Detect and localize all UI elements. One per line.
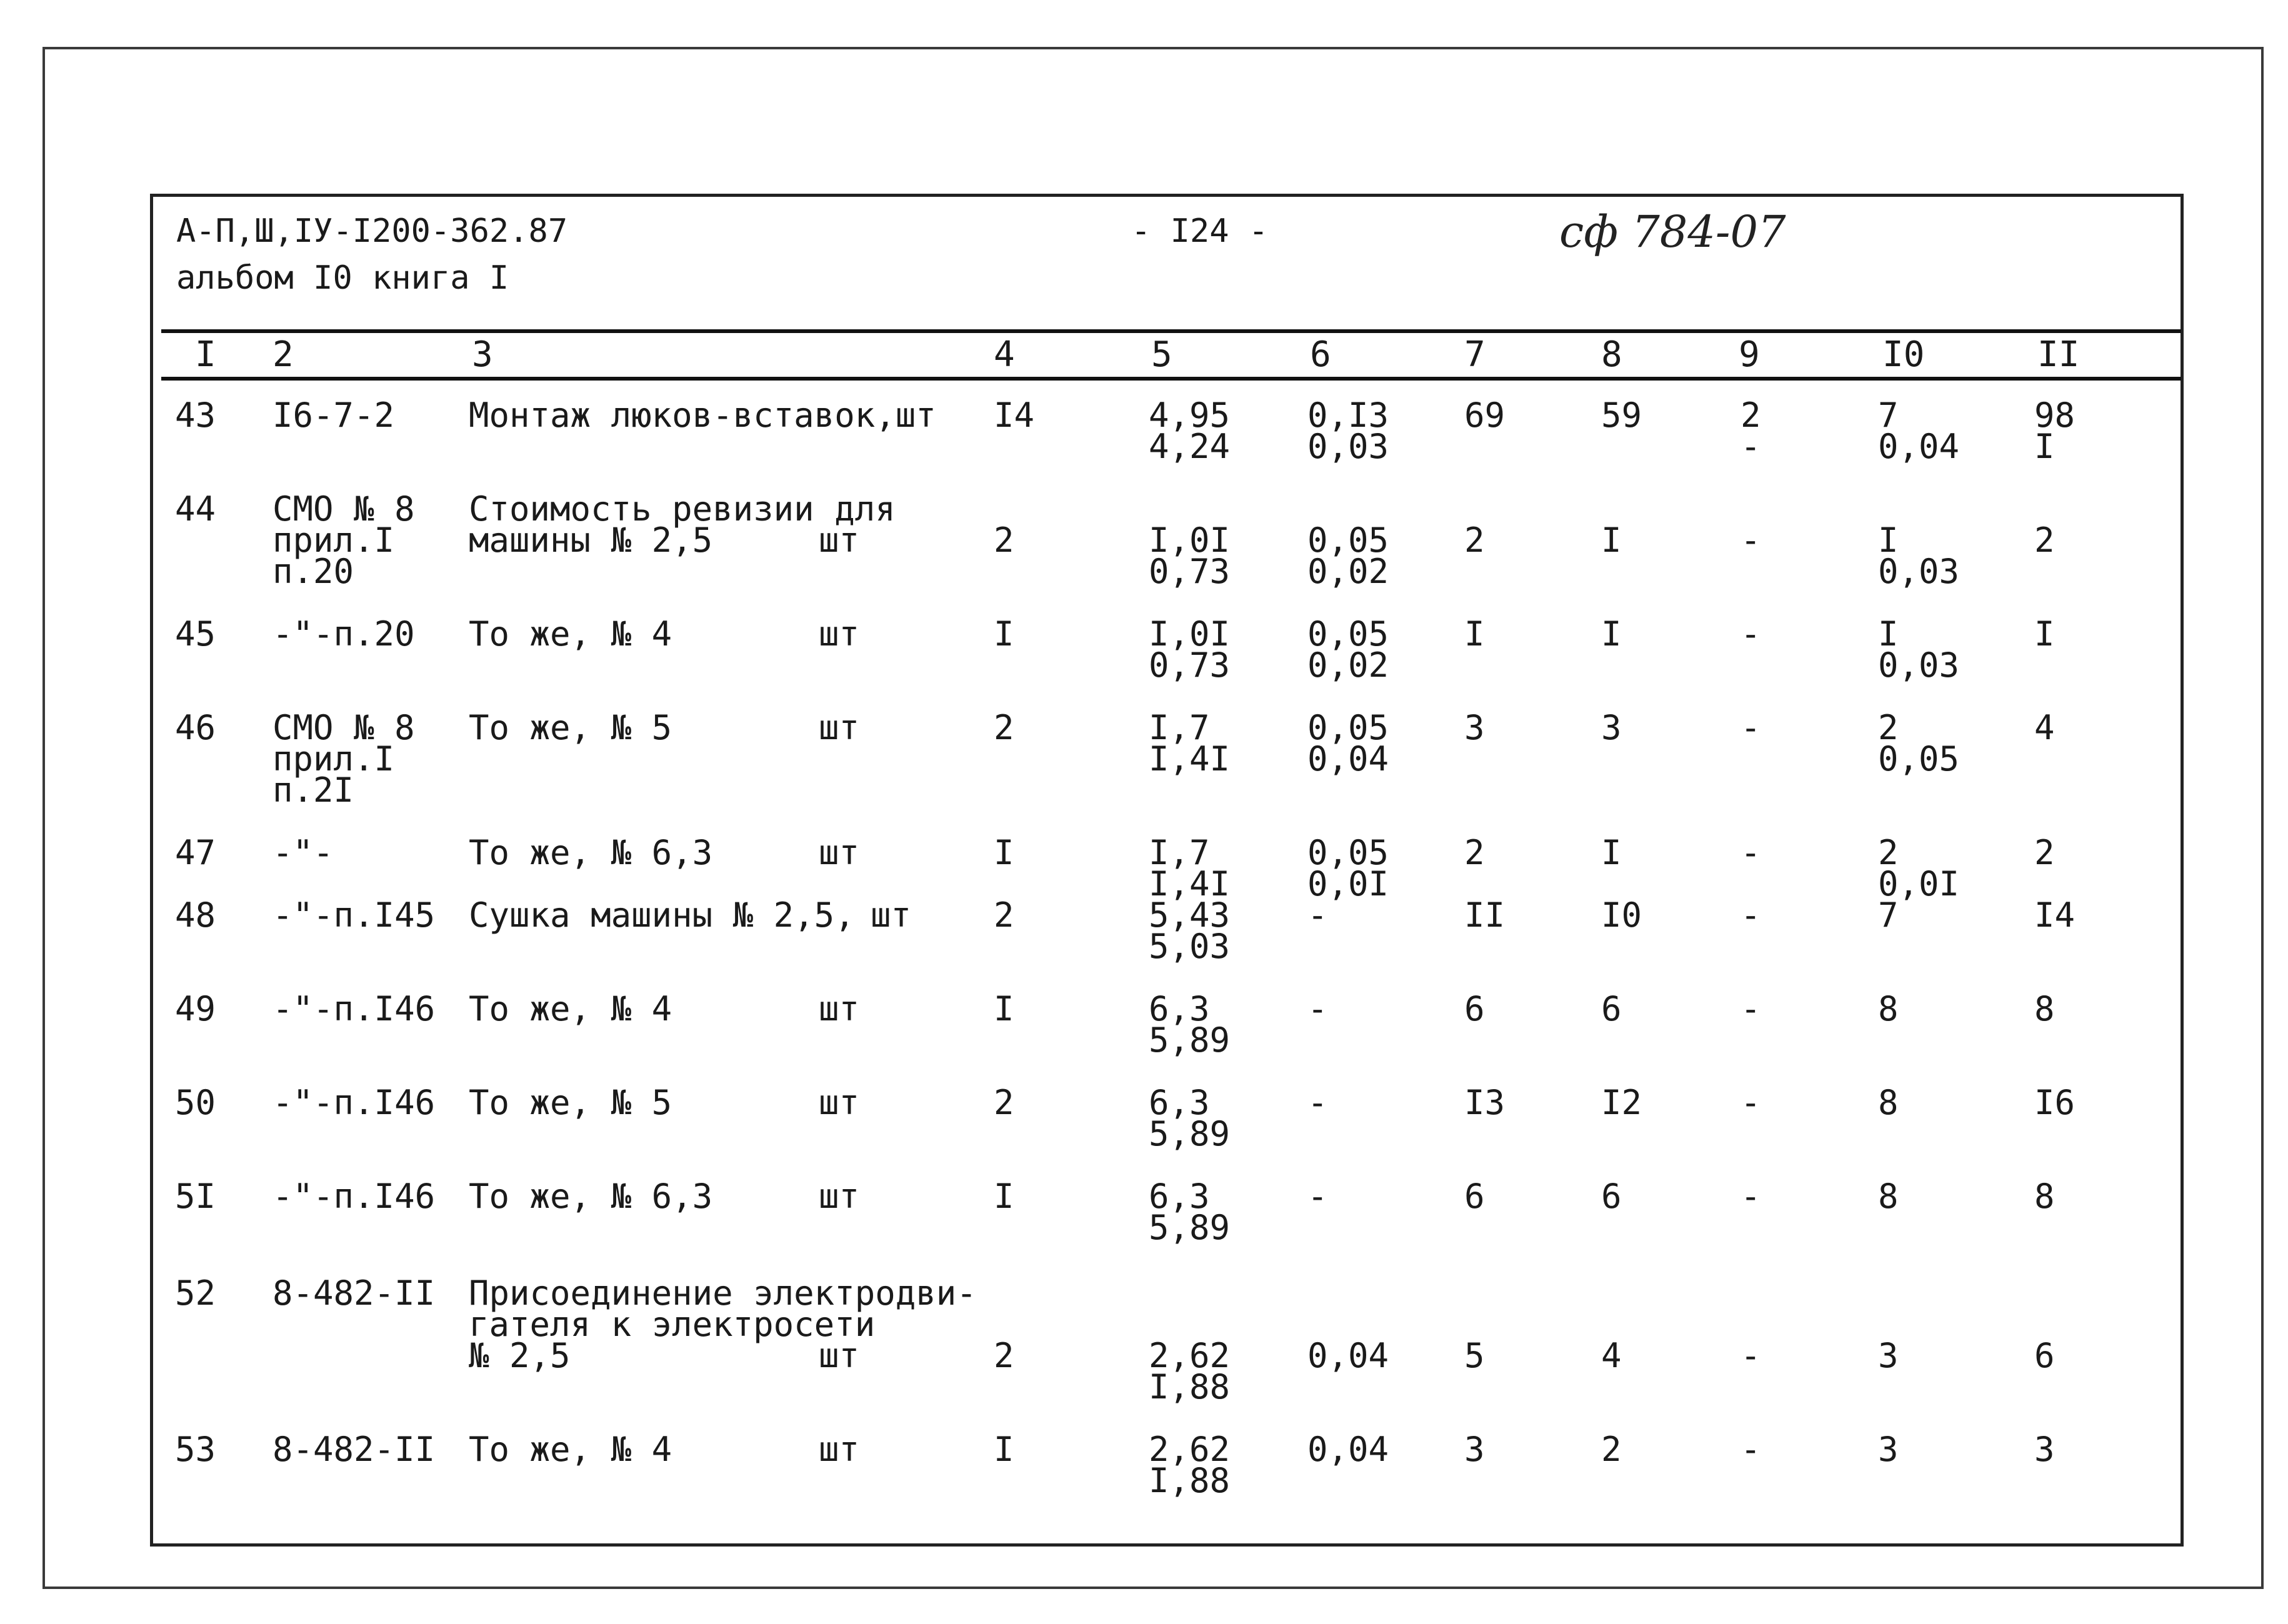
row-col8: 4 bbox=[1601, 1336, 1622, 1375]
row-col6: 0,04 bbox=[1307, 1336, 1389, 1375]
row-unit: шт bbox=[819, 708, 860, 747]
row-description: То же, № 6,3 bbox=[469, 833, 713, 872]
row-col10: 8 bbox=[1878, 989, 1899, 1029]
row-col11: 8 bbox=[2034, 989, 2055, 1029]
row-unit: шт bbox=[819, 1177, 860, 1216]
row-number: 52 bbox=[175, 1273, 216, 1313]
row-col7: 6 bbox=[1464, 989, 1485, 1029]
row-unit: шт bbox=[819, 1083, 860, 1122]
row-col8: 6 bbox=[1601, 989, 1622, 1029]
row-unit: шт bbox=[819, 614, 860, 654]
row-description: машины № 2,5 bbox=[469, 521, 713, 560]
row-code: -"-п.I46 bbox=[272, 989, 436, 1029]
row-col9: 2 bbox=[1741, 396, 1761, 435]
row-col10: 7 bbox=[1878, 895, 1899, 935]
row-col7: I3 bbox=[1464, 1083, 1506, 1122]
row-col7: 3 bbox=[1464, 1430, 1485, 1469]
row-col7: 69 bbox=[1464, 396, 1506, 435]
row-description: Присоединение электродви- bbox=[469, 1273, 977, 1313]
row-col5: 5,89 bbox=[1149, 1114, 1231, 1153]
row-col11: I bbox=[2034, 427, 2055, 466]
row-col5: 2,62 bbox=[1149, 1430, 1231, 1469]
row-description: гателя к электросети bbox=[469, 1305, 876, 1344]
row-description: Монтаж люков-вставок,шт bbox=[469, 396, 936, 435]
row-description: То же, № 4 bbox=[469, 1430, 672, 1469]
row-col7: 6 bbox=[1464, 1177, 1485, 1216]
row-col10: 8 bbox=[1878, 1177, 1899, 1216]
row-col5: 6,3 bbox=[1149, 989, 1210, 1029]
row-col9: - bbox=[1741, 1177, 1761, 1216]
row-col4: 2 bbox=[994, 895, 1014, 935]
row-col10: 0,0I bbox=[1878, 864, 1960, 904]
row-number: 50 bbox=[175, 1083, 216, 1122]
row-col8: I2 bbox=[1601, 1083, 1642, 1122]
row-col5: 0,73 bbox=[1149, 645, 1231, 685]
row-col6: - bbox=[1307, 1177, 1328, 1216]
row-description: Стоимость ревизии для bbox=[469, 489, 896, 529]
row-col6: 0,02 bbox=[1307, 645, 1389, 685]
column-number-9: 9 bbox=[1739, 334, 1760, 375]
row-description: № 2,5 bbox=[469, 1336, 571, 1375]
column-number-4: 4 bbox=[994, 334, 1015, 375]
row-col11: 2 bbox=[2034, 833, 2055, 872]
row-col5: 2,62 bbox=[1149, 1336, 1231, 1375]
row-unit: шт bbox=[871, 895, 912, 935]
row-col11: 4 bbox=[2034, 708, 2055, 747]
column-number-6: 6 bbox=[1310, 334, 1331, 375]
row-number: 48 bbox=[175, 895, 216, 935]
row-col6: - bbox=[1307, 895, 1328, 935]
row-col4: I bbox=[994, 833, 1014, 872]
row-number: 49 bbox=[175, 989, 216, 1029]
row-col8: I bbox=[1601, 614, 1622, 654]
handwritten-note: сф 784-07 bbox=[1559, 206, 1786, 257]
album-book-label: альбом I0 книга I bbox=[176, 259, 509, 297]
row-code: -"-п.I46 bbox=[272, 1177, 436, 1216]
row-code: -"-п.I45 bbox=[272, 895, 436, 935]
row-col10: 8 bbox=[1878, 1083, 1899, 1122]
row-number: 43 bbox=[175, 396, 216, 435]
column-number-2: 2 bbox=[272, 334, 294, 375]
column-number-5: 5 bbox=[1151, 334, 1172, 375]
row-col9: - bbox=[1741, 1083, 1761, 1122]
row-col5: 4,95 bbox=[1149, 396, 1231, 435]
row-col4: I bbox=[994, 1177, 1014, 1216]
row-col4: I bbox=[994, 989, 1014, 1029]
row-col5: 6,3 bbox=[1149, 1083, 1210, 1122]
row-col10: 3 bbox=[1878, 1430, 1899, 1469]
column-number-3: 3 bbox=[472, 334, 493, 375]
row-col8: I bbox=[1601, 521, 1622, 560]
row-col10: I bbox=[1878, 614, 1899, 654]
row-col10: 0,03 bbox=[1878, 645, 1960, 685]
row-col5: 5,89 bbox=[1149, 1020, 1231, 1060]
row-col10: 3 bbox=[1878, 1336, 1899, 1375]
row-col5: I,0I bbox=[1149, 614, 1231, 654]
row-col10: 2 bbox=[1878, 833, 1899, 872]
row-col7: II bbox=[1464, 895, 1506, 935]
column-number-8: 8 bbox=[1601, 334, 1622, 375]
row-col11: I4 bbox=[2034, 895, 2076, 935]
row-col6: 0,05 bbox=[1307, 614, 1389, 654]
row-col9: - bbox=[1741, 833, 1761, 872]
row-col6: 0,05 bbox=[1307, 521, 1389, 560]
row-col6: - bbox=[1307, 1083, 1328, 1122]
row-col10: 0,05 bbox=[1878, 739, 1960, 779]
document-code: А-П,Ш,IУ-I200-362.87 bbox=[176, 212, 568, 250]
row-code: п.20 bbox=[272, 552, 354, 591]
row-code: прил.I bbox=[272, 521, 395, 560]
row-number: 5I bbox=[175, 1177, 216, 1216]
row-col5: 5,89 bbox=[1149, 1208, 1231, 1247]
row-col10: 0,04 bbox=[1878, 427, 1960, 466]
row-col4: 2 bbox=[994, 1083, 1014, 1122]
row-number: 53 bbox=[175, 1430, 216, 1469]
row-code: I6-7-2 bbox=[272, 396, 395, 435]
table-header-rule bbox=[161, 377, 2181, 381]
row-col5: 4,24 bbox=[1149, 427, 1231, 466]
row-description: То же, № 5 bbox=[469, 1083, 672, 1122]
row-col6: 0,04 bbox=[1307, 739, 1389, 779]
row-col7: I bbox=[1464, 614, 1485, 654]
row-col8: I0 bbox=[1601, 895, 1642, 935]
row-col6: 0,02 bbox=[1307, 552, 1389, 591]
row-col11: I6 bbox=[2034, 1083, 2076, 1122]
row-col10: I bbox=[1878, 521, 1899, 560]
row-col4: 2 bbox=[994, 521, 1014, 560]
row-col6: 0,03 bbox=[1307, 427, 1389, 466]
row-code: прил.I bbox=[272, 739, 395, 779]
row-code: 8-482-II bbox=[272, 1430, 436, 1469]
row-col4: I4 bbox=[994, 396, 1035, 435]
row-description: То же, № 4 bbox=[469, 614, 672, 654]
row-col6: - bbox=[1307, 989, 1328, 1029]
column-number-1: I bbox=[195, 334, 216, 375]
row-col9: - bbox=[1741, 1430, 1761, 1469]
row-code: -"-п.I46 bbox=[272, 1083, 436, 1122]
row-col11: 8 bbox=[2034, 1177, 2055, 1216]
row-unit: шт bbox=[819, 1430, 860, 1469]
row-col8: 3 bbox=[1601, 708, 1622, 747]
row-description: Сушка машины № 2,5, bbox=[469, 895, 855, 935]
row-col5: 0,73 bbox=[1149, 552, 1231, 591]
row-description: То же, № 6,3 bbox=[469, 1177, 713, 1216]
row-code: п.2I bbox=[272, 770, 354, 810]
row-unit: шт bbox=[819, 1336, 860, 1375]
row-col8: 2 bbox=[1601, 1430, 1622, 1469]
row-code: -"-п.20 bbox=[272, 614, 415, 654]
row-col9: - bbox=[1741, 521, 1761, 560]
row-col11: 98 bbox=[2034, 396, 2076, 435]
row-col9: - bbox=[1741, 895, 1761, 935]
row-col4: 2 bbox=[994, 708, 1014, 747]
row-number: 44 bbox=[175, 489, 216, 529]
row-col5: I,4I bbox=[1149, 864, 1231, 904]
row-code: СМО № 8 bbox=[272, 489, 415, 529]
row-col9: - bbox=[1741, 614, 1761, 654]
row-col11: I bbox=[2034, 614, 2055, 654]
column-number-10: I0 bbox=[1882, 334, 1925, 375]
row-col7: 2 bbox=[1464, 521, 1485, 560]
row-description: То же, № 4 bbox=[469, 989, 672, 1029]
row-col7: 3 bbox=[1464, 708, 1485, 747]
row-col7: 2 bbox=[1464, 833, 1485, 872]
row-code: СМО № 8 bbox=[272, 708, 415, 747]
row-col8: I bbox=[1601, 833, 1622, 872]
row-col9: - bbox=[1741, 708, 1761, 747]
row-number: 45 bbox=[175, 614, 216, 654]
row-col4: 2 bbox=[994, 1336, 1014, 1375]
row-col5: I,7 bbox=[1149, 708, 1210, 747]
row-col6: 0,04 bbox=[1307, 1430, 1389, 1469]
row-col11: 6 bbox=[2034, 1336, 2055, 1375]
row-unit: шт bbox=[819, 521, 860, 560]
row-col5: 5,43 bbox=[1149, 895, 1231, 935]
row-col9: - bbox=[1741, 427, 1761, 466]
table-top-rule bbox=[161, 329, 2181, 333]
row-col5: I,7 bbox=[1149, 833, 1210, 872]
row-col7: 5 bbox=[1464, 1336, 1485, 1375]
row-col9: - bbox=[1741, 989, 1761, 1029]
row-col10: 2 bbox=[1878, 708, 1899, 747]
row-col5: I,88 bbox=[1149, 1367, 1231, 1407]
row-col6: 0,05 bbox=[1307, 708, 1389, 747]
row-col6: 0,0I bbox=[1307, 864, 1389, 904]
row-col4: I bbox=[994, 1430, 1014, 1469]
row-col6: 0,05 bbox=[1307, 833, 1389, 872]
row-col11: 3 bbox=[2034, 1430, 2055, 1469]
row-unit: шт bbox=[819, 833, 860, 872]
row-col10: 0,03 bbox=[1878, 552, 1960, 591]
row-col10: 7 bbox=[1878, 396, 1899, 435]
row-col9: - bbox=[1741, 1336, 1761, 1375]
row-col8: 59 bbox=[1601, 396, 1642, 435]
row-col8: 6 bbox=[1601, 1177, 1622, 1216]
row-unit: шт bbox=[819, 989, 860, 1029]
row-number: 47 bbox=[175, 833, 216, 872]
row-col5: 6,3 bbox=[1149, 1177, 1210, 1216]
column-number-11: II bbox=[2037, 334, 2080, 375]
row-col5: I,88 bbox=[1149, 1461, 1231, 1500]
row-code: 8-482-II bbox=[272, 1273, 436, 1313]
row-col6: 0,I3 bbox=[1307, 396, 1389, 435]
row-code: -"- bbox=[272, 833, 334, 872]
row-col5: I,4I bbox=[1149, 739, 1231, 779]
row-col11: 2 bbox=[2034, 521, 2055, 560]
column-number-7: 7 bbox=[1464, 334, 1486, 375]
page-number: - I24 - bbox=[1131, 212, 1269, 250]
row-col4: I bbox=[994, 614, 1014, 654]
row-number: 46 bbox=[175, 708, 216, 747]
row-description: То же, № 5 bbox=[469, 708, 672, 747]
row-col5: I,0I bbox=[1149, 521, 1231, 560]
row-col5: 5,03 bbox=[1149, 927, 1231, 966]
